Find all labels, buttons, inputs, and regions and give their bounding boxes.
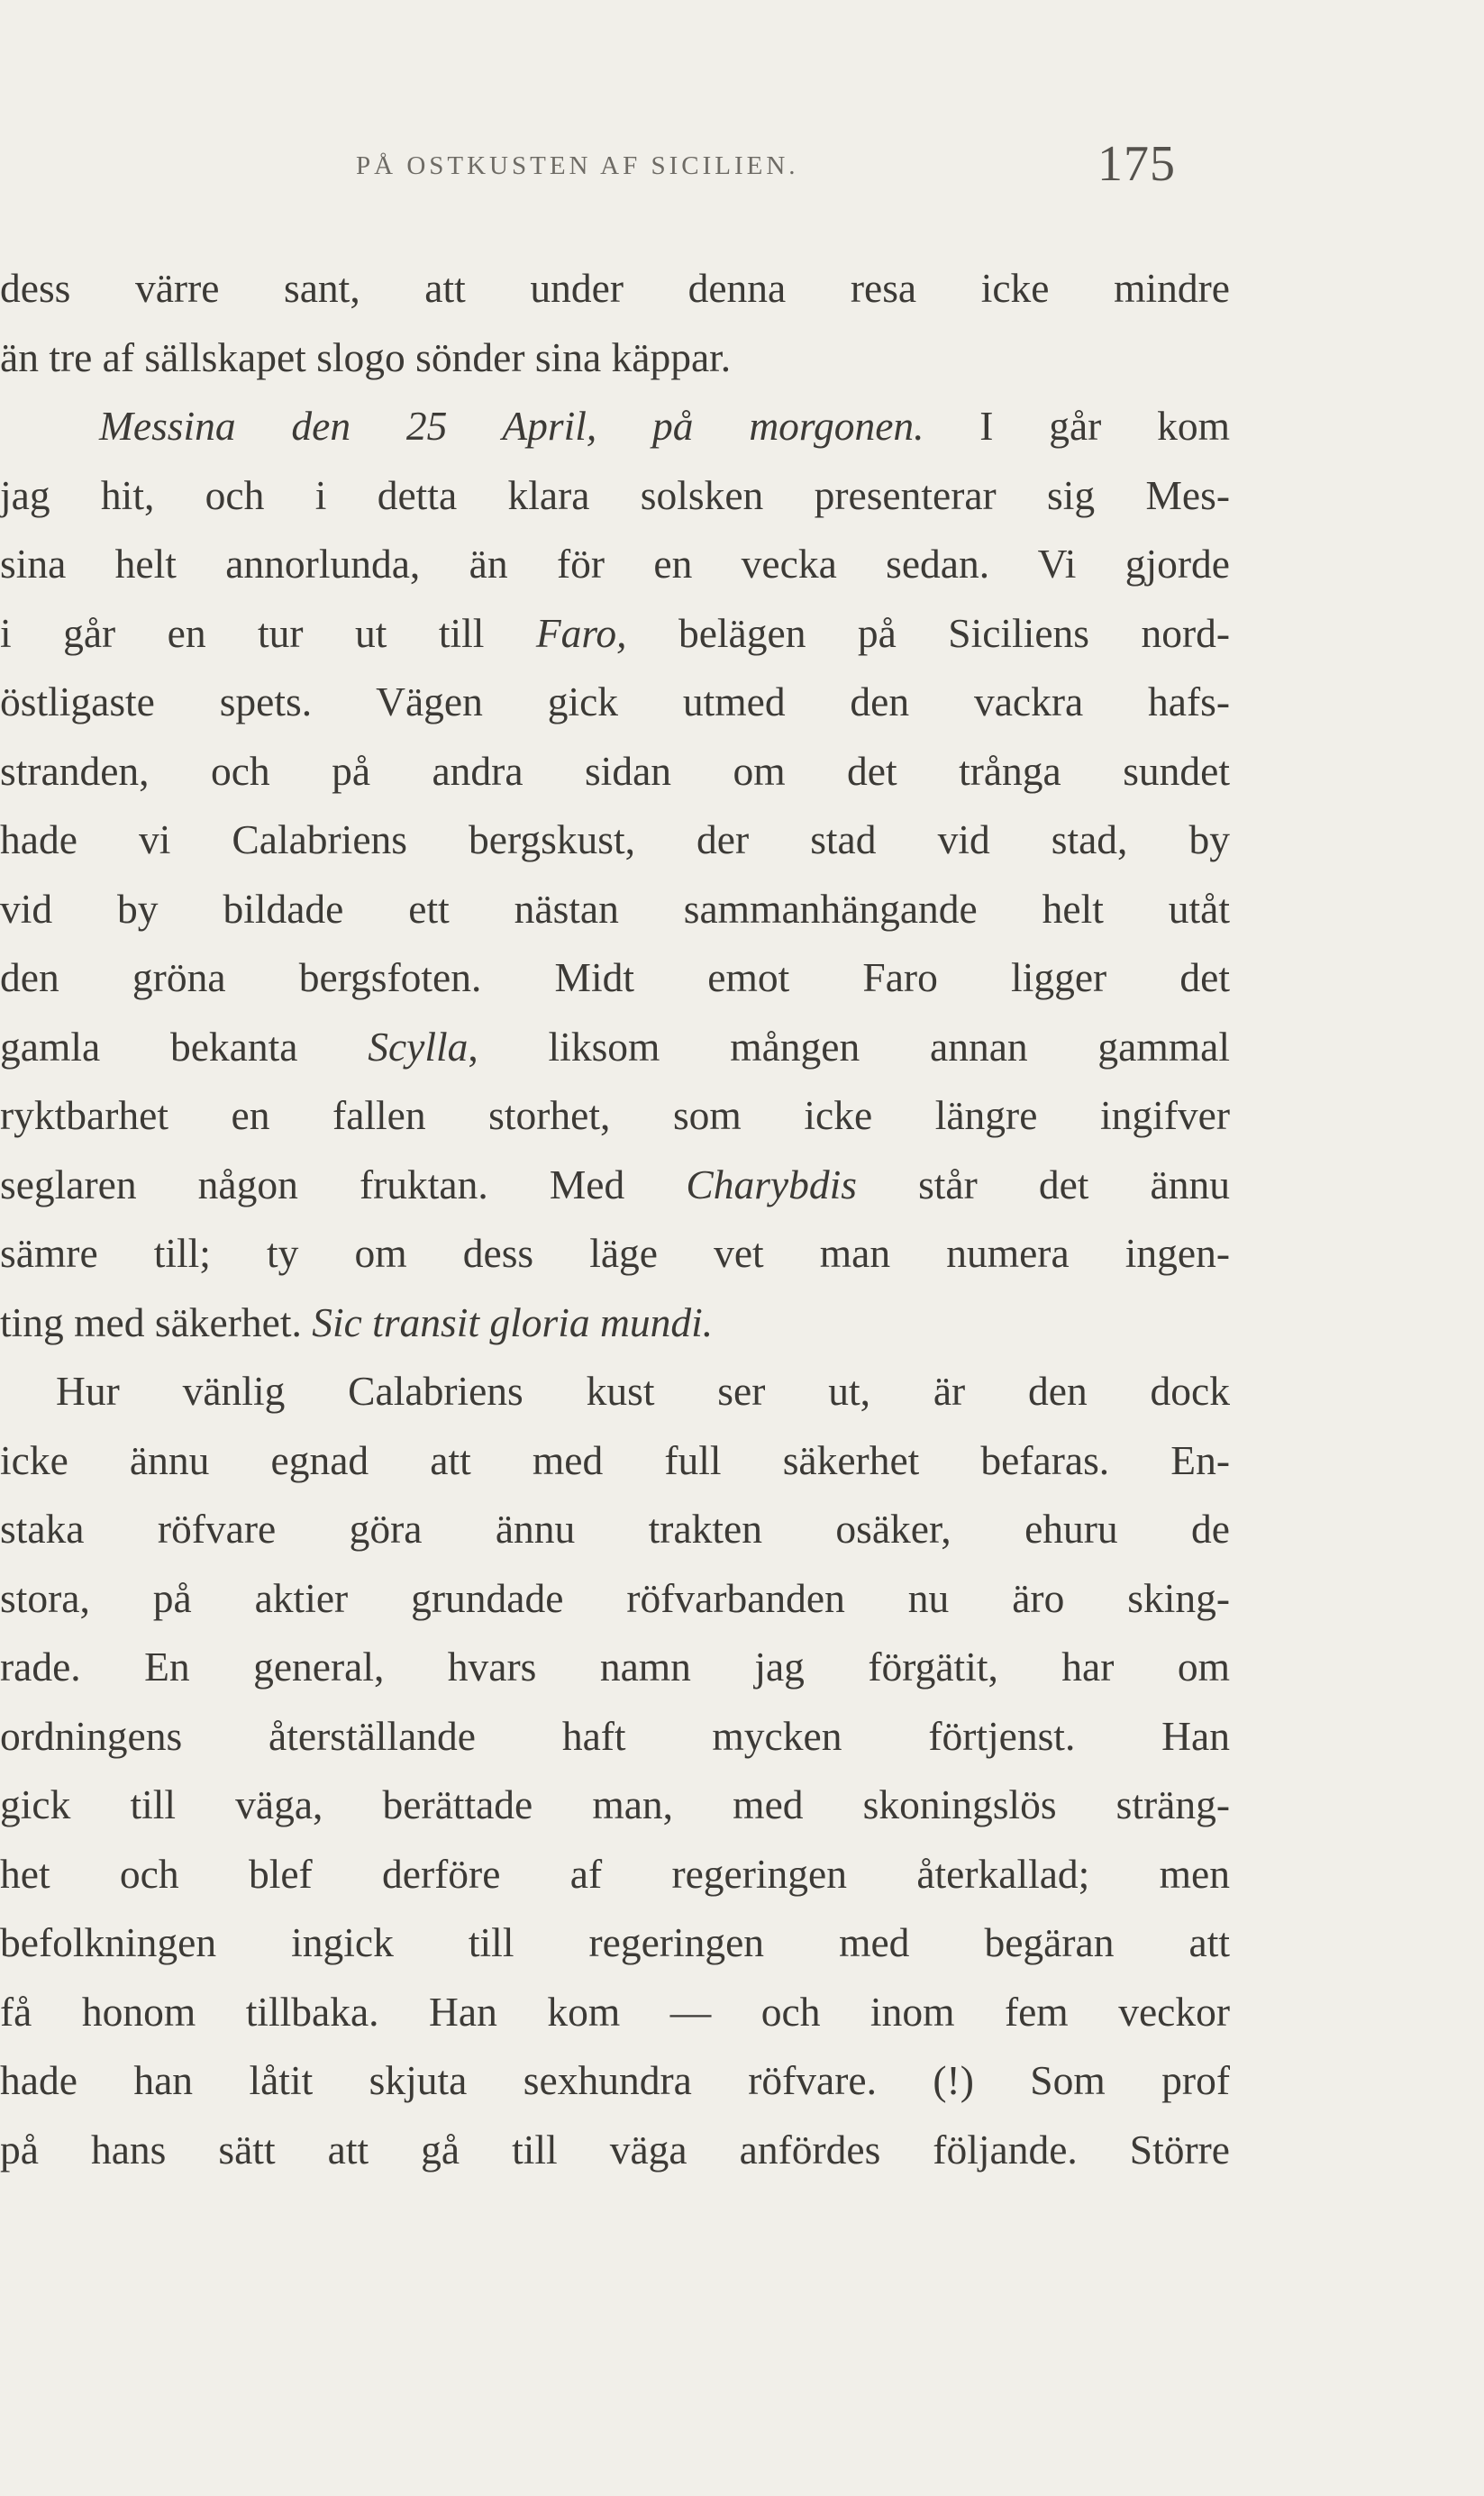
text-line: ryktbarhet en fallen storhet, som icke längre ingifver — [0, 1092, 1230, 1138]
latin-quote: Sic transit gloria mundi. — [312, 1298, 714, 1345]
text-line — [0, 599, 1230, 669]
text-run: seglaren någon fruktan. Med — [0, 1161, 687, 1207]
text-line: än tre af sällskapet slogo sönder sina käppar. — [0, 333, 732, 380]
text-line — [0, 1151, 1230, 1220]
text-line: på hans sätt att gå till väga anfördes följande. Större — [0, 2126, 1230, 2173]
text-line: het och blef derföre af regeringen återkallad; men — [0, 1850, 1230, 1897]
body-text — [0, 254, 1230, 2184]
text-run: ting med säkerhet. — [0, 1298, 313, 1345]
place-name-scylla: Scylla — [368, 1023, 469, 1070]
text-line: staka röfvare göra ännu trakten osäker, ehuru de — [0, 1506, 1230, 1552]
text-line: dess värre sant, att under denna resa icke mindre — [0, 265, 1230, 311]
place-name-charybdis: Charybdis — [686, 1161, 857, 1207]
dateline-text: I går kom — [924, 403, 1230, 449]
running-title: PÅ OSTKUSTEN AF SICILIEN. — [356, 151, 799, 180]
text-line: gick till väga, berättade man, med skoningslös sträng- — [0, 1781, 1230, 1827]
text-line: jag hit, och i detta klara solsken presenterar sig Mes- — [0, 471, 1230, 518]
text-line — [0, 1289, 1230, 1358]
text-line: befolkningen ingick till regeringen med begäran att — [0, 1919, 1230, 1965]
text-line: ordningens återställande haft mycken förtjenst. Han — [0, 1712, 1230, 1759]
text-line — [0, 1013, 1230, 1082]
running-head — [0, 135, 1484, 192]
text-line-dateline — [0, 392, 1230, 461]
text-run: står det ännu — [856, 1161, 1230, 1207]
text-line: sämre till; ty om dess läge vet man numera ingen- — [0, 1230, 1230, 1276]
text-line: sina helt annorlunda, än för en vecka sedan. Vi gjorde — [0, 541, 1230, 587]
text-line-paragraph-start: Hur vänlig Calabriens kust ser ut, är den dock — [56, 1368, 1230, 1414]
text-run: gamla bekanta — [0, 1023, 369, 1070]
place-name-faro: Faro, — [535, 609, 627, 656]
text-run: belägen på Siciliens nord- — [626, 609, 1230, 656]
text-line: få honom tillbaka. Han kom — och inom fem veckor — [0, 1988, 1230, 2035]
page-number: 175 — [1097, 136, 1176, 192]
dateline: Messina den 25 April, på morgonen. — [99, 403, 924, 449]
text-line: rade. En general, hvars namn jag förgätit, har om — [0, 1644, 1230, 1690]
text-line: östligaste spets. Vägen gick utmed den vackra hafs- — [0, 679, 1230, 724]
text-line: hade vi Calabriens bergskust, der stad vid stad, by — [0, 816, 1230, 862]
text-line: icke ännu egnad att med full säkerhet befaras. En- — [0, 1436, 1230, 1483]
text-run: , liksom mången annan gammal — [468, 1023, 1230, 1070]
text-line: den gröna bergsfoten. Midt emot Faro ligger det — [0, 954, 1230, 1000]
text-line: stora, på aktier grundade röfvarbanden nu äro sking- — [0, 1574, 1230, 1621]
text-line: hade han låtit skjuta sexhundra röfvare. (!) Som prof — [0, 2057, 1230, 2103]
text-line: stranden, och på andra sidan om det trånga sundet — [0, 747, 1230, 794]
text-line: vid by bildade ett nästan sammanhängande helt utåt — [0, 885, 1230, 932]
text-run: i går en tur ut till — [0, 609, 536, 656]
